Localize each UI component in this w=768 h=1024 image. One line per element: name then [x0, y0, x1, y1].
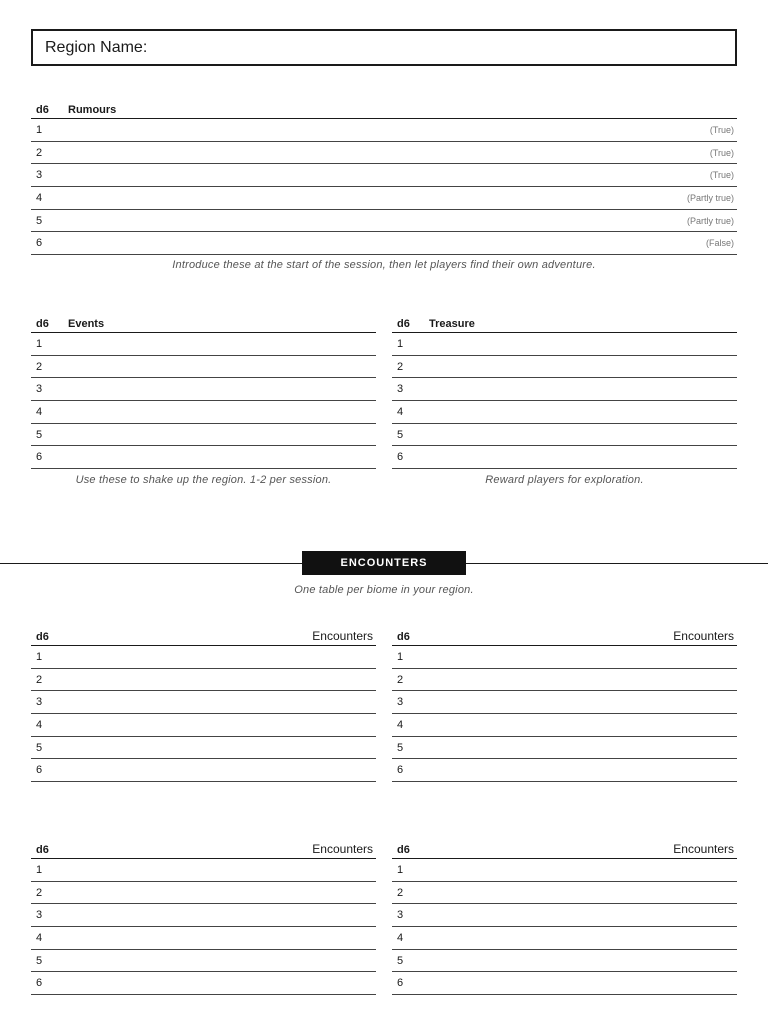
events-header — [31, 310, 376, 333]
table-row[interactable] — [31, 882, 376, 905]
encounter-table-1 — [31, 623, 376, 782]
table-row[interactable] — [392, 904, 737, 927]
table-row[interactable] — [392, 859, 737, 882]
table-row[interactable] — [392, 759, 737, 782]
row-number: 2 — [36, 360, 43, 373]
treasure-table — [392, 310, 737, 469]
row-number: 2 — [36, 886, 43, 899]
row-number: 6 — [397, 764, 404, 777]
encounter-header — [31, 623, 376, 646]
table-row[interactable] — [31, 424, 376, 447]
table-row[interactable] — [392, 927, 737, 950]
row-number: 2 — [397, 673, 404, 686]
row-number: 6 — [36, 237, 43, 250]
table-row[interactable] — [31, 232, 737, 255]
table-row[interactable] — [31, 950, 376, 973]
table-row[interactable] — [392, 424, 737, 447]
encounter-die-header: d6 — [36, 631, 49, 643]
row-number: 6 — [397, 451, 404, 464]
table-row[interactable] — [31, 164, 737, 187]
table-row[interactable] — [31, 142, 737, 165]
encounter-title: Encounters — [673, 629, 734, 643]
table-row[interactable] — [31, 378, 376, 401]
events-title: Events — [68, 318, 105, 330]
row-number: 3 — [397, 909, 404, 922]
encounter-header — [31, 836, 376, 859]
rumours-table — [31, 96, 737, 255]
table-row[interactable] — [31, 972, 376, 995]
row-number: 2 — [397, 886, 404, 899]
encounter-header — [392, 836, 737, 859]
encounter-header — [392, 623, 737, 646]
encounter-title: Encounters — [312, 629, 373, 643]
row-number: 1 — [397, 650, 404, 663]
rumours-title: Rumours — [68, 104, 117, 116]
row-note: (False) — [705, 238, 734, 249]
table-row[interactable] — [31, 446, 376, 469]
table-row[interactable] — [392, 401, 737, 424]
table-row[interactable] — [392, 972, 737, 995]
encounter-table-3 — [31, 836, 376, 995]
row-note: (True) — [709, 170, 734, 181]
treasure-die-header: d6 — [397, 318, 410, 330]
encounter-title: Encounters — [312, 842, 373, 856]
table-row[interactable] — [392, 714, 737, 737]
table-row[interactable] — [31, 333, 376, 356]
events-die-header: d6 — [36, 318, 49, 330]
table-row[interactable] — [31, 646, 376, 669]
encounter-die-header: d6 — [397, 631, 410, 643]
table-row[interactable] — [392, 669, 737, 692]
table-row[interactable] — [392, 378, 737, 401]
row-number: 4 — [36, 931, 43, 944]
row-number: 6 — [397, 977, 404, 990]
row-number: 1 — [397, 863, 404, 876]
table-row[interactable] — [31, 210, 737, 233]
table-row[interactable] — [31, 759, 376, 782]
row-number: 5 — [36, 428, 43, 441]
row-number: 6 — [36, 451, 43, 464]
row-number: 1 — [36, 650, 43, 663]
table-row[interactable] — [31, 401, 376, 424]
row-note: (Partly true) — [686, 192, 734, 203]
encounter-die-header: d6 — [36, 844, 49, 856]
row-number: 3 — [397, 696, 404, 709]
row-number: 5 — [36, 214, 43, 227]
table-row[interactable] — [31, 904, 376, 927]
rumours-header — [31, 96, 737, 119]
table-row[interactable] — [31, 737, 376, 760]
rumours-die-header: d6 — [36, 104, 49, 116]
table-row[interactable] — [392, 950, 737, 973]
events-table — [31, 310, 376, 469]
row-number: 6 — [36, 764, 43, 777]
events-caption: Use these to shake up the region. 1-2 per session. — [75, 474, 332, 486]
row-note: (True) — [709, 147, 734, 158]
row-note: (True) — [709, 124, 734, 135]
row-number: 3 — [36, 383, 43, 396]
region-name-box[interactable] — [31, 29, 737, 66]
table-row[interactable] — [392, 446, 737, 469]
row-number: 3 — [397, 383, 404, 396]
row-number: 5 — [397, 741, 404, 754]
table-row[interactable] — [31, 927, 376, 950]
table-row[interactable] — [392, 737, 737, 760]
row-number: 4 — [36, 405, 43, 418]
table-row[interactable] — [392, 333, 737, 356]
table-row[interactable] — [31, 669, 376, 692]
row-number: 1 — [397, 337, 404, 350]
row-number: 5 — [397, 954, 404, 967]
row-number: 1 — [36, 863, 43, 876]
row-number: 5 — [397, 428, 404, 441]
rumours-caption: Introduce these at the start of the session, then let players find their own adventure. — [172, 259, 596, 271]
treasure-title: Treasure — [429, 318, 475, 330]
row-number: 4 — [397, 931, 404, 944]
row-number: 4 — [36, 718, 43, 731]
row-number: 5 — [36, 954, 43, 967]
encounters-heading: ENCOUNTERS — [302, 551, 466, 575]
row-number: 2 — [36, 673, 43, 686]
encounter-table-2 — [392, 623, 737, 782]
row-number: 1 — [36, 123, 43, 136]
encounters-caption: One table per biome in your region. — [294, 584, 474, 596]
table-row[interactable] — [31, 691, 376, 714]
table-row[interactable] — [31, 714, 376, 737]
table-row[interactable] — [31, 356, 376, 379]
row-number: 4 — [397, 718, 404, 731]
row-number: 4 — [36, 191, 43, 204]
row-number: 2 — [36, 146, 43, 159]
table-row[interactable] — [392, 882, 737, 905]
table-row[interactable] — [31, 187, 737, 210]
encounter-table-4 — [392, 836, 737, 995]
row-number: 4 — [397, 405, 404, 418]
treasure-caption: Reward players for exploration. — [485, 474, 644, 486]
row-number: 3 — [36, 169, 43, 182]
row-number: 3 — [36, 696, 43, 709]
region-name-label: Region Name: — [45, 38, 148, 56]
table-row[interactable] — [392, 691, 737, 714]
encounter-die-header: d6 — [397, 844, 410, 856]
row-number: 3 — [36, 909, 43, 922]
table-row[interactable] — [392, 646, 737, 669]
row-note: (Partly true) — [686, 215, 734, 226]
row-number: 6 — [36, 977, 43, 990]
table-row[interactable] — [31, 859, 376, 882]
row-number: 1 — [36, 337, 43, 350]
row-number: 2 — [397, 360, 404, 373]
table-row[interactable] — [31, 119, 737, 142]
table-row[interactable] — [392, 356, 737, 379]
treasure-header — [392, 310, 737, 333]
row-number: 5 — [36, 741, 43, 754]
encounter-title: Encounters — [673, 842, 734, 856]
